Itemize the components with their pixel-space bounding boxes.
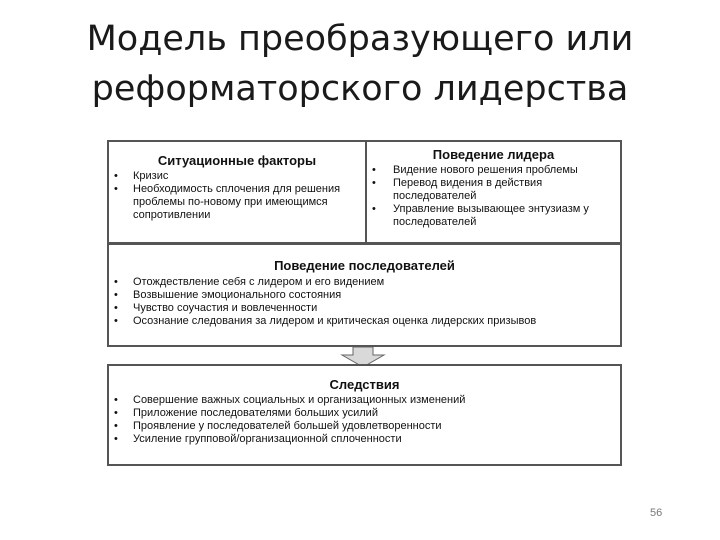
top-box <box>107 140 622 244</box>
slide-title <box>0 14 720 114</box>
list-item: • Осознание следования за лидером и критическая оценка лидерских призывов <box>109 315 620 328</box>
leader-behavior-list <box>367 164 620 229</box>
slide-title-line-1: Модель преобразующего или <box>86 19 634 59</box>
consequences-list <box>109 394 620 446</box>
list-item: • Видение нового решения проблемы <box>367 164 620 177</box>
list-item: • Проявление у последователей большей удовлетворенности <box>109 420 620 433</box>
followers-behavior-heading: Поведение последователей <box>274 258 455 273</box>
list-item: • Управление вызывающее энтузиазм у последователей <box>367 203 620 229</box>
list-item: • Усиление групповой/организационной сплоченности <box>109 433 620 446</box>
followers-behavior-box <box>107 243 622 347</box>
list-item: • Перевод видения в действия последователей <box>367 177 620 203</box>
list-item: • Возвышение эмоционального состояния <box>109 289 620 302</box>
list-item: • Приложение последователями больших усилий <box>109 407 620 420</box>
list-item: • Чувство соучастия и вовлеченности <box>109 302 620 315</box>
list-item: • Необходимость сплочения для решения проблемы по-новому при имеющимся сопротивлении <box>109 183 365 222</box>
situational-factors-heading: Ситуационные факторы <box>157 153 317 168</box>
consequences-box <box>107 364 622 466</box>
followers-behavior-list <box>109 276 620 328</box>
situational-factors-panel <box>109 142 365 242</box>
list-item: • Совершение важных социальных и организационных изменений <box>109 394 620 407</box>
consequences-heading: Следствия <box>329 377 400 392</box>
slide-title-line-2: реформаторского лидерства <box>91 69 629 109</box>
leader-behavior-panel <box>367 142 620 242</box>
situational-factors-list <box>109 170 365 222</box>
list-item: • Кризис <box>109 170 365 183</box>
list-item: • Отождествление себя с лидером и его видением <box>109 276 620 289</box>
leader-behavior-heading: Поведение лидера <box>432 147 555 162</box>
page-number: 56 <box>650 507 663 519</box>
